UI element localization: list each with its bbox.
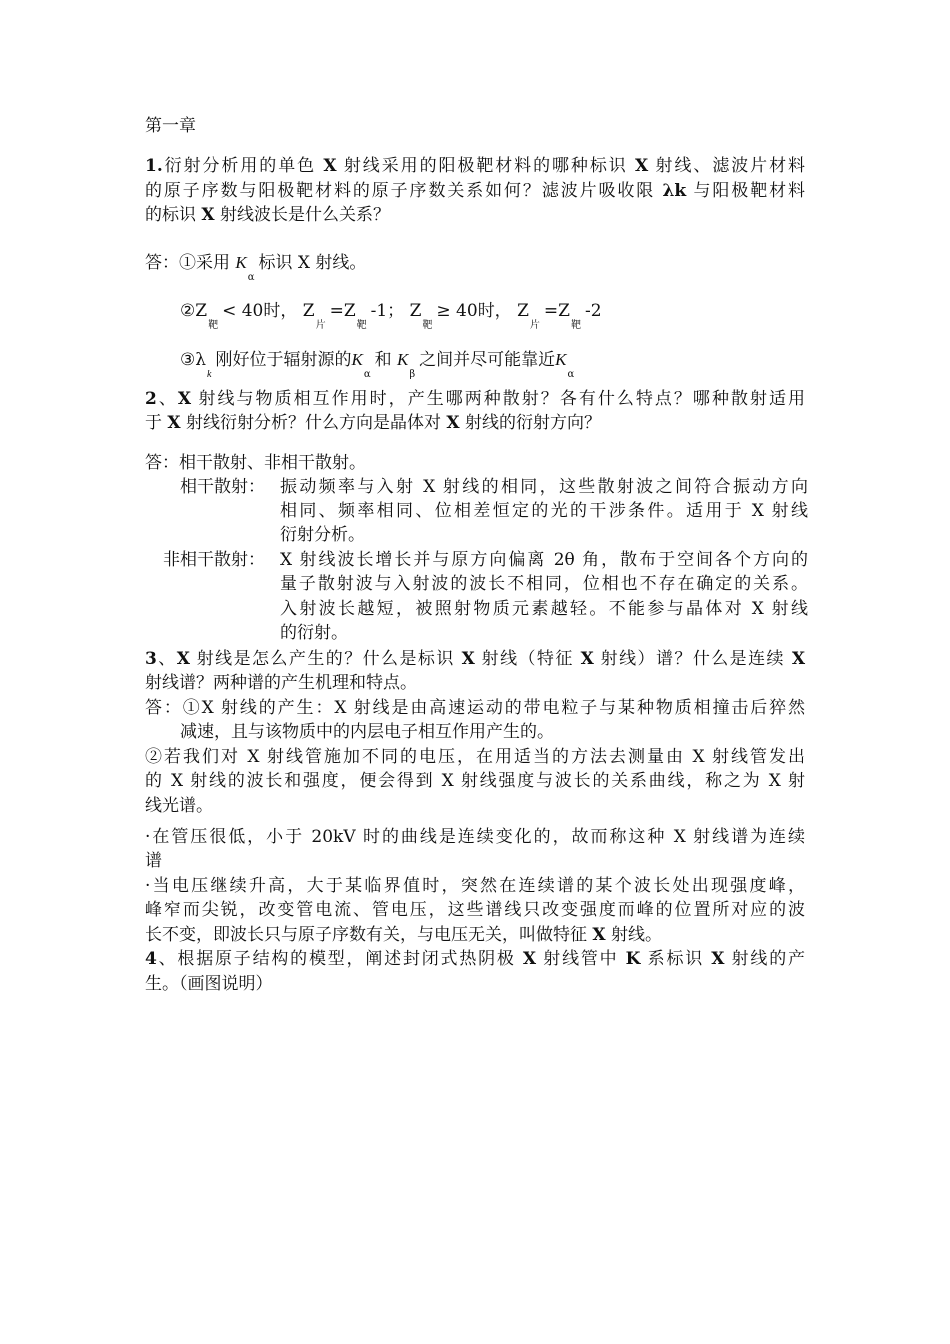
- question-1-line-1: 1.衍射分析用的单色 X 射线采用的阳极靶材料的哪种标识 X 射线、滤波片材料: [145, 156, 806, 176]
- answer-3-line-10: 长不变，即波长只与原子序数有关，与电压无关，叫做特征 X 射线。: [145, 925, 663, 945]
- question-3-number: 3: [145, 649, 157, 669]
- question-3-line-2: 射线谱？两种谱的产生机理和特点。: [145, 673, 417, 693]
- incoherent-line-3: 入射波长越短，被照射物质元素越轻。不能参与晶体对 X 射线: [280, 599, 808, 619]
- coherent-label: 相干散射：: [180, 477, 265, 497]
- question-4-line-2: 生。（画图说明）: [145, 974, 273, 994]
- coherent-line-1: 振动频率与入射 X 射线的相同，这些散射波之间符合振动方向: [280, 477, 808, 497]
- answer-3-line-9: 峰窄而尖锐，改变管电流、管电压，这些谱线只改变强度而峰的位置所对应的波: [145, 900, 805, 920]
- question-1-number: 1.: [145, 156, 163, 176]
- answer-3-line-3: ②若我们对 X 射线管施加不同的电压，在用适当的方法去测量由 X 射线管发出: [145, 747, 805, 767]
- answer-3-line-1: 答：①X 射线的产生：X 射线是由高速运动的带电粒子与某种物质相撞击后猝然: [145, 698, 805, 718]
- question-2-number: 2: [145, 389, 157, 409]
- question-4-line-1: 4、根据原子结构的模型，阐述封闭式热阴极 X 射线管中 K 系标识 X 射线的产: [145, 949, 806, 969]
- question-2-line-2: 于 X 射线衍射分析？什么方向是晶体对 X 射线的衍射方向？: [145, 413, 602, 433]
- incoherent-line-1: X 射线波长增长并与原方向偏离 2θ 角，散布于空间各个方向的: [280, 550, 808, 570]
- incoherent-line-4: 的衍射。: [280, 623, 348, 643]
- answer-1-item-1: 答：①采用 $K_\alpha$标识 X 射线。: [145, 253, 367, 283]
- coherent-line-3: 衍射分析。: [280, 525, 365, 545]
- question-4-number: 4: [145, 949, 157, 969]
- answer-2-line-1: 答：相干散射、非相干散射。: [145, 453, 366, 473]
- question-1-line-3: 的标识 X 射线波长是什么关系？: [145, 205, 391, 225]
- answer-3-line-8: ·当电压继续升高，大于某临界值时，突然在连续谱的某个波长处出现强度峰，: [145, 876, 805, 896]
- question-2-line-1: 2、X 射线与物质相互作用时，产生哪两种散射？各有什么特点？哪种散射适用: [145, 389, 806, 409]
- answer-1-item-3: $③\lambda_k$刚好位于辐射源的$K_\alpha$和 $K_\beta$之间并尽可能靠近$K_\alpha$: [180, 350, 575, 380]
- answer-3-line-7: 谱: [145, 851, 162, 871]
- incoherent-line-2: 量子散射波与入射波的波长不相同，位相也不存在确定的关系。: [280, 574, 808, 594]
- question-1-line-2: 的原子序数与阳极靶材料的原子序数关系如何？滤波片吸收限 λk 与阳极靶材料: [145, 181, 806, 201]
- question-3-line-1: 3、X 射线是怎么产生的？什么是标识 X 射线（特征 X 射线）谱？什么是连续 X: [145, 649, 806, 669]
- answer-3-line-5: 线光谱。: [145, 796, 213, 816]
- answer-1-item-2: $②Z_靶< 40$时， $Z_片=Z_靶-1$； $Z_靶\ge 40$时， $Z_片=Z_靶-2$: [180, 301, 602, 331]
- answer-3-line-2: 减速，且与该物质中的内层电子相互作用产生的。: [180, 722, 554, 742]
- chapter-title: 第一章: [145, 116, 196, 136]
- incoherent-label: 非相干散射：: [163, 550, 265, 570]
- answer-3-line-6: ·在管压很低，小于 20kV 时的曲线是连续变化的，故而称这种 X 射线谱为连续: [145, 827, 805, 847]
- answer-3-line-4: 的 X 射线的波长和强度，便会得到 X 射线强度与波长的关系曲线，称之为 X 射: [145, 771, 805, 791]
- coherent-line-2: 相同、频率相同、位相差恒定的光的干涉条件。适用于 X 射线: [280, 501, 808, 521]
